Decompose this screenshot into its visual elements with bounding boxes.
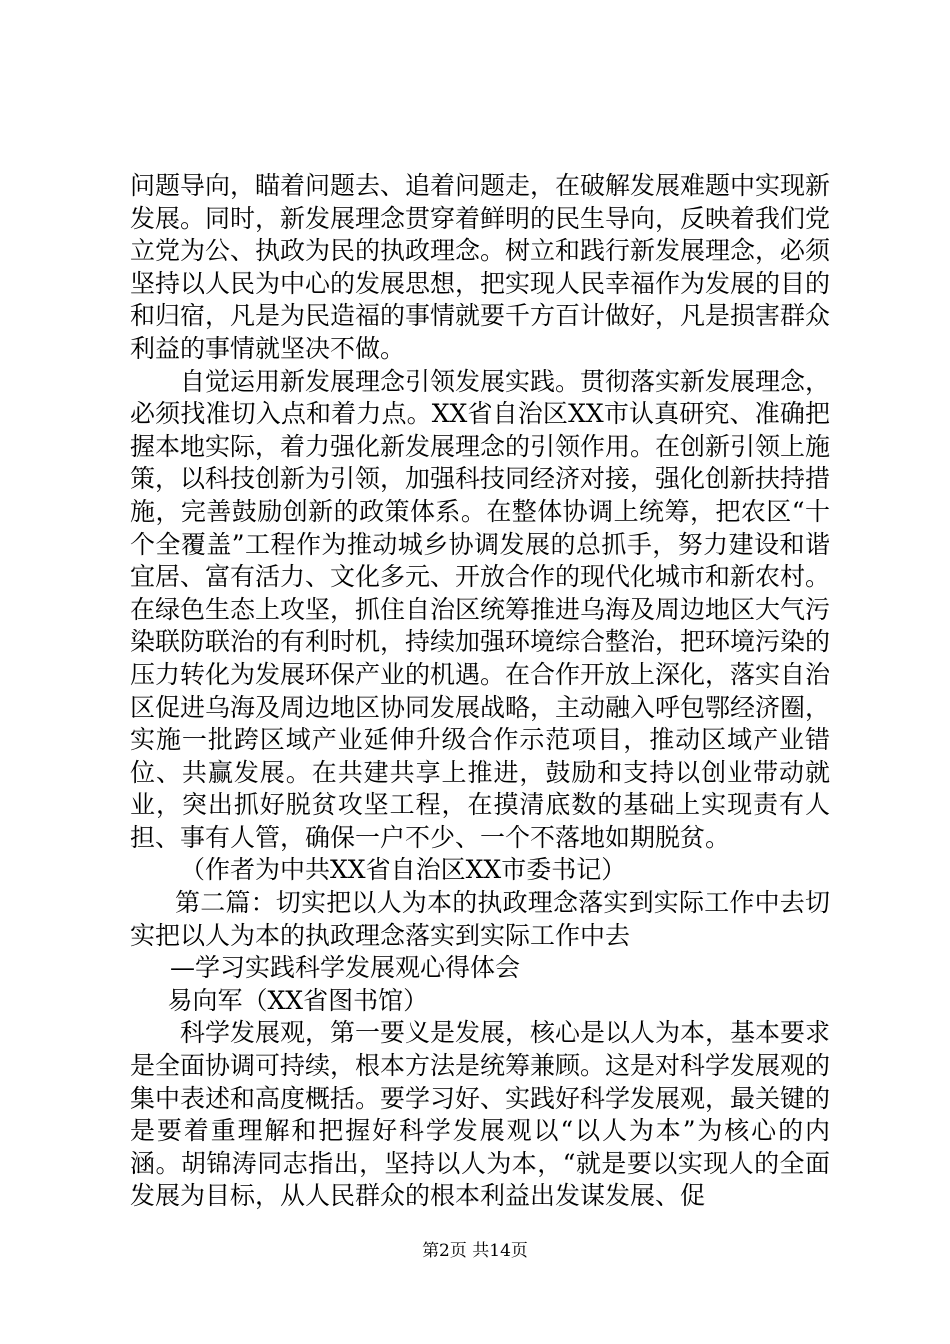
chapter-subtitle: —学习实践科学发展观心得体会 bbox=[170, 953, 521, 983]
page-number: 第2页 共14页 bbox=[422, 1241, 528, 1261]
author-note: （作者为中共XX省自治区XX市委书记） bbox=[180, 855, 627, 885]
paragraph-science: 科学发展观，第一要义是发展，核心是以人为本，基本要求是全面协调可持续，根本方法是统筹兼顾。这是对科学发展观的集中表述和高度概括。要学习好、实践好科学发展观，最关键的是要着重理解和把握好科学发展观以“以人为本”为核心的内涵。胡锦涛同志指出，坚持以人为本，“就是要以实现人的全面发展为目标，从人民群众的根本利益出发谋发展、促 bbox=[130, 1018, 831, 1211]
paragraph-continuation: 问题导向，瞄着问题去、追着问题走，在破解发展难题中实现新发展。同时，新发展理念贯穿着鲜明的民生导向，反映着我们党立党为公、执政为民的执政理念。树立和践行新发展理念，必须坚持以人民为中心的发展思想，把实现人民幸福作为发展的目的和归宿，凡是为民造福的事情就要千方百计做好，凡是损害群众利益的事情就坚决不做。 bbox=[130, 171, 831, 363]
page-footer bbox=[0, 1240, 950, 1262]
chapter-title: 第二篇：切实把以人为本的执政理念落实到实际工作中去切实把以人为本的执政理念落实到实际工作中去 bbox=[130, 888, 830, 950]
chapter-author: 易向军（XX省图书馆） bbox=[167, 985, 429, 1015]
paragraph-practice: 自觉运用新发展理念引领发展实践。贯彻落实新发展理念，必须找准切入点和着力点。XX省自治区XX市认真研究、准确把握本地实际，着力强化新发展理念的引领作用。在创新引领上施策，以科技创新为引领，加强科技同经济对接，强化创新扶持措施，完善鼓励创新的政策体系。在整体协调上统筹，把农区“十个全覆盖”工程作为推动城乡协调发展的总抓手，努力建设和谐宜居、富有活力、文化多元、开放合作的现代化城市和新农村。在绿色生态上攻坚，抓住自治区统筹推进乌海及周边地区大气污染联防联治的有利时机，持续加强环境综合整治，把环境污染的压力转化为发展环保产业的机遇。在合作开放上深化，落实自治区促进乌海及周边地区协同发展战略，主动融入呼包鄂经济圈，实施一批跨区域产业延伸升级合作示范项目，推动区域产业错位、共赢发展。在共建共享上推进，鼓励和支持以创业带动就业，突出抓好脱贫攻坚工程，在摸清底数的基础上实现责有人担、事有人管，确保一户不少、一个不落地如期脱贫。 bbox=[130, 366, 831, 852]
document-body bbox=[130, 170, 830, 1213]
